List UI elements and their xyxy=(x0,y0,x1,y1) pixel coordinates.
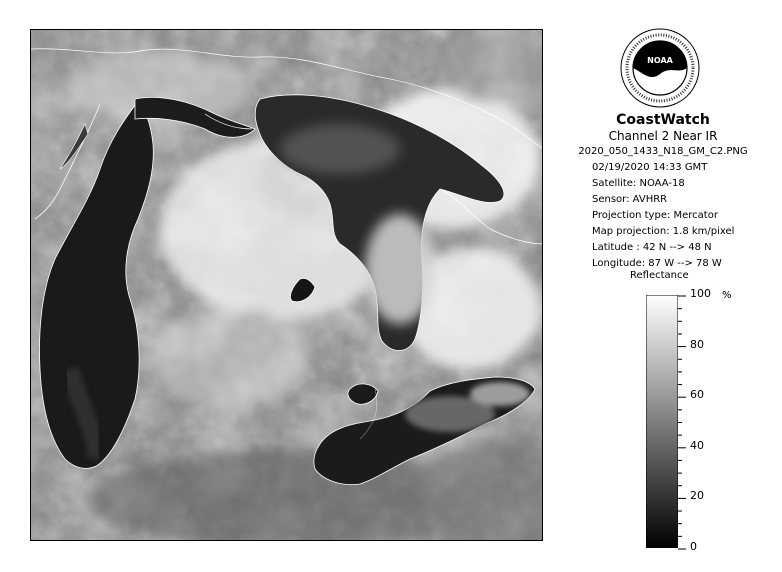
datetime: 02/19/2020 14:33 GMT xyxy=(592,162,708,173)
colorbar-tick-label: 0 xyxy=(690,540,697,553)
colorbar-tick-label: 20 xyxy=(690,489,704,503)
colorbar xyxy=(646,295,678,548)
colorbar-tick-label: 80 xyxy=(690,337,704,351)
noaa-logo xyxy=(620,28,700,108)
noaa-logo-text: NOAA xyxy=(647,56,673,65)
colorbar-title: Reflectance xyxy=(630,270,689,281)
longitude: Longitude: 87 W --> 78 W xyxy=(592,258,722,269)
product-title: CoastWatch xyxy=(616,112,710,128)
filename: 2020_050_1433_N18_GM_C2.PNG xyxy=(578,146,748,157)
latitude: Latitude : 42 N --> 48 N xyxy=(592,242,712,253)
colorbar-unit: % xyxy=(722,290,732,301)
map-projection: Map projection: 1.8 km/pixel xyxy=(592,226,735,237)
colorbar-tick-label: 100 xyxy=(690,287,711,300)
satellite: Satellite: NOAA-18 xyxy=(592,178,685,189)
projection-type: Projection type: Mercator xyxy=(592,210,718,221)
colorbar-tick-label: 40 xyxy=(690,438,704,452)
satellite-image xyxy=(30,29,543,541)
channel-label: Channel 2 Near IR xyxy=(608,129,718,143)
colorbar-tick-marks xyxy=(678,295,688,551)
colorbar-tick-label: 60 xyxy=(690,388,704,402)
sensor: Sensor: AVHRR xyxy=(592,194,668,205)
